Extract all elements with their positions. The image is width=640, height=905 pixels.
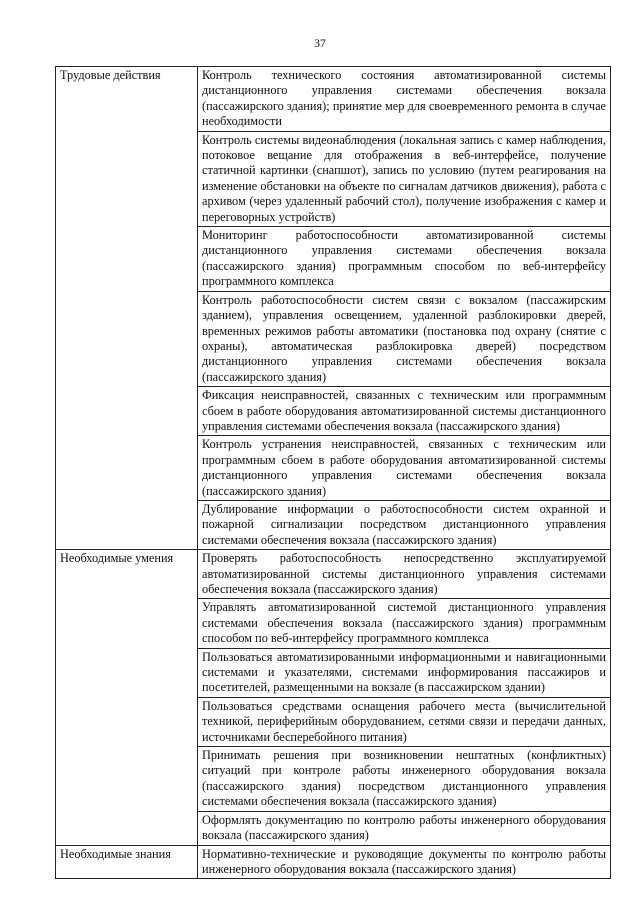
table-cell-item: Пользоваться автоматизированными информационными и навигационными системами и указателями, системами информирования пассажиров и посетителей, размещенными на вокзале (в пассажирском здании): [198, 648, 611, 697]
table-cell-item: Мониторинг работоспособности автоматизированной системы дистанционного управления системами обеспечения вокзала (пассажирского здания) программным способом по веб-интерфейсу программного комплекса: [198, 227, 611, 292]
table-row: [56, 845, 611, 879]
table-cell-item: Оформлять документацию по контролю работы инженерного оборудования вокзала (пассажирского здания): [198, 811, 611, 845]
table-cell-item: Фиксация неисправностей, связанных с техническим или программным сбоем в работе оборудования автоматизированной системы дистанционного управления системами обеспечения вокзала (пассажирского здания): [198, 387, 611, 436]
table-cell-item: Дублирование информации о работоспособности систем охранной и пожарной сигнализации посредством дистанционного управления системами обеспечения вокзала (пассажирского здания): [198, 500, 611, 549]
table-cell-item: Проверять работоспособность непосредственно эксплуатируемой автоматизированной системы дистанционного управления системами обеспечения вокзала (пассажирского здания): [198, 550, 611, 599]
section-title-required-knowledge: Необходимые знания: [56, 845, 198, 879]
section-title-required-skills: Необходимые умения: [56, 550, 198, 845]
page-number: 37: [314, 38, 326, 50]
table-row: [56, 550, 611, 599]
table-cell-item: Контроль работоспособности систем связи с вокзалом (пассажирским зданием), управления освещением, удаленной разблокировки дверей, временных режимов работы автоматики (постановка под охрану (снятие с охраны), автоматическая разблокировка дверей) посредством дистанционного управления системами обеспечения вокзала (пассажирского здания): [198, 291, 611, 386]
table-cell-item: Контроль технического состояния автоматизированной системы дистанционного управления системами обеспечения вокзала (пассажирского здания); принятие мер для своевременного ремонта в случае необходимости: [198, 67, 611, 132]
table-cell-item: Контроль устранения неисправностей, связанных с техническим или программным сбоем в работе оборудования автоматизированной системы дистанционного управления системами обеспечения вокзала (пассажирского здания): [198, 436, 611, 501]
table-row: [56, 67, 611, 132]
section-title-labor-actions: Трудовые действия: [56, 67, 198, 550]
requirements-table: [55, 66, 611, 879]
table-cell-item: Пользоваться средствами оснащения рабочего места (вычислительной техникой, периферийным оборудованием, сетями связи и передачи данных, источниками бесперебойного питания): [198, 697, 611, 746]
table-cell-item: Принимать решения при возникновении нештатных (конфликтных) ситуаций при контроле работы инженерного оборудования вокзала (пассажирского здания) посредством дистанционного управления системами обеспечения вокзала (пассажирского здания): [198, 747, 611, 812]
table-cell-item: Контроль системы видеонаблюдения (локальная запись с камер наблюдения, потоковое вещание для отображения в веб-интерфейсе, получение статичной картинки (снапшот), запись по условию (путем реагирования на изменение обстановки на объекте по сигналам датчиков движения), работа с архивом (через удаленный рабочий стол), получение изображения с камер и переговорных устройств): [198, 131, 611, 226]
table-cell-item: Управлять автоматизированной системой дистанционного управления системами обеспечения вокзала (пассажирского здания) программным способом по веб-интерфейсу программного комплекса: [198, 599, 611, 648]
table-cell-item: Нормативно-технические и руководящие документы по контролю работы инженерного оборудования вокзала (пассажирского здания): [198, 845, 611, 879]
